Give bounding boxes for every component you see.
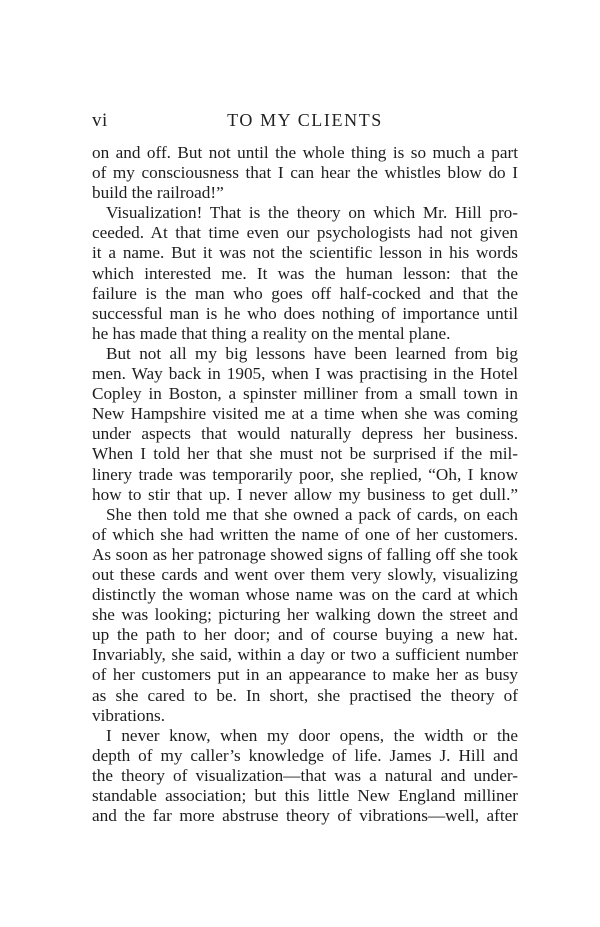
running-title: TO MY CLIENTS bbox=[227, 110, 383, 130]
text-line: linery trade was temporarily poor, she replied, “Oh, I know bbox=[92, 464, 518, 484]
text-line: how to stir that up. I never allow my business to get dull.” bbox=[92, 484, 518, 504]
text-line: build the railroad!” bbox=[92, 183, 224, 203]
text-line: it a name. But it was not the scientific lesson in his words bbox=[92, 243, 518, 263]
text-line: of my consciousness that I can hear the whistles blow do I bbox=[92, 163, 518, 183]
text-line: of which she had written the name of one of her customers. bbox=[92, 524, 518, 544]
text-line: as she cared to be. In short, she practised the theory of bbox=[92, 685, 518, 705]
text-line: ceeded. At that time even our psychologists had not given bbox=[92, 223, 518, 243]
text-line: men. Way back in 1905, when I was practising in the Hotel bbox=[92, 364, 518, 384]
text-line: As soon as her patronage showed signs of falling off she took bbox=[92, 544, 518, 564]
text-line: She then told me that she owned a pack of cards, on each bbox=[106, 504, 518, 524]
text-line: distinctly the woman whose name was on the card at which bbox=[92, 585, 518, 605]
body-text bbox=[92, 143, 518, 826]
text-line: out these cards and went over them very slowly, visualizing bbox=[92, 564, 518, 584]
text-line: successful man is he who does nothing of importance until bbox=[92, 303, 518, 323]
text-line: she was looking; picturing her walking down the street and bbox=[92, 605, 518, 625]
text-line: But not all my big lessons have been learned from big bbox=[106, 343, 518, 363]
text-line: of her customers put in an appearance to make her as busy bbox=[92, 665, 518, 685]
text-line: he has made that thing a reality on the mental plane. bbox=[92, 323, 451, 343]
text-line: Invariably, she said, within a day or two a sufficient number bbox=[92, 645, 518, 665]
text-line: When I told her that she must not be surprised if the mil- bbox=[92, 444, 518, 464]
text-line: up the path to her door; and of course buying a new hat. bbox=[92, 625, 518, 645]
text-line: New Hampshire visited me at a time when she was coming bbox=[92, 404, 518, 424]
text-line: I never know, when my door opens, the width or the bbox=[106, 725, 518, 745]
text-line: and the far more abstruse theory of vibrations—well, after bbox=[92, 806, 518, 826]
text-line: failure is the man who goes off half-cocked and that the bbox=[92, 283, 518, 303]
text-line: which interested me. It was the human lesson: that the bbox=[92, 263, 518, 283]
text-line: Copley in Boston, a spinster milliner from a small town in bbox=[92, 384, 518, 404]
text-line: under aspects that would naturally depress her business. bbox=[92, 424, 518, 444]
page-number: vi bbox=[92, 110, 108, 131]
text-line: depth of my caller’s knowledge of life. James J. Hill and bbox=[92, 745, 518, 765]
text-line: Visualization! That is the theory on which Mr. Hill pro- bbox=[106, 203, 518, 223]
page-header bbox=[92, 110, 518, 136]
text-line: standable association; but this little New England milliner bbox=[92, 786, 518, 805]
text-line: on and off. But not until the whole thing is so much a part bbox=[92, 143, 518, 162]
text-line: vibrations. bbox=[92, 705, 166, 725]
text-line: the theory of visualization—that was a natural and under- bbox=[92, 765, 518, 785]
